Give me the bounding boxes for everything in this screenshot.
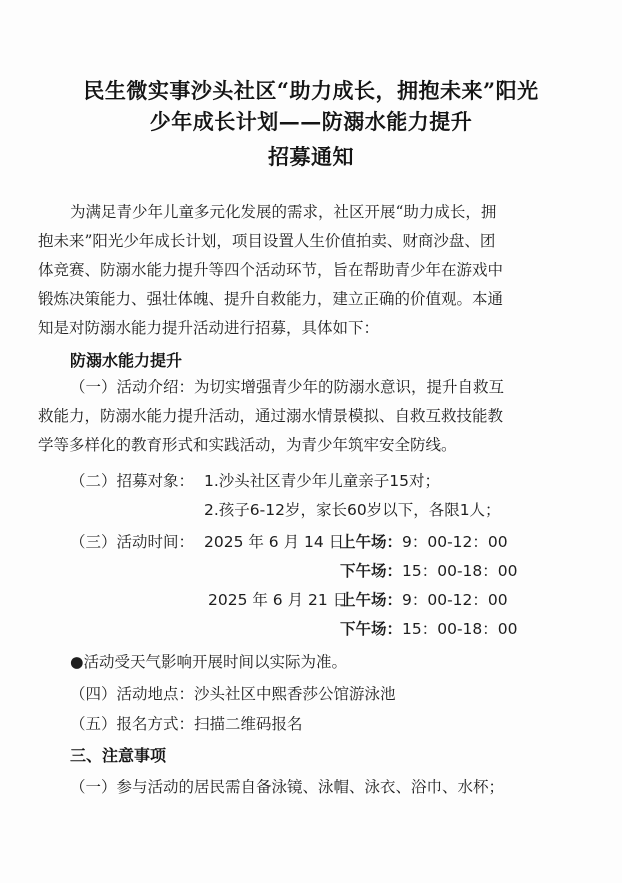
item3-pm-time-1: 15：00-18：00	[402, 562, 518, 580]
title-line-3: 招募通知	[268, 144, 354, 169]
item3-pm-time-2: 15：00-18：00	[402, 620, 518, 638]
notes-heading: 三、注意事项	[70, 746, 167, 765]
title-line-1: 民生微实事沙头社区“助力成长，拥抱未来”阳光	[83, 78, 539, 103]
item3-am-time-2: 9：00-12：00	[402, 591, 508, 609]
item3-pm-label-1: 下午场：	[340, 561, 403, 580]
item3-date-2: 2025 年 6 月 21 日	[208, 591, 349, 609]
intro-line-3: 体竞赛、防溺水能力提升等四个活动环节，旨在帮助青少年在游戏中	[38, 261, 504, 279]
title-line-2: 少年成长计划——防溺水能力提升	[149, 109, 473, 134]
item1-line-1: （一）活动介绍：为切实增强青少年的防溺水意识，提升自救互	[70, 378, 505, 396]
item3-date-1: 2025 年 6 月 14 日	[204, 533, 345, 551]
item3-label: （三）活动时间：	[70, 533, 195, 551]
section-heading: 防溺水能力提升	[70, 351, 183, 370]
item2-line-2: 2.孩子6-12岁，家长60岁以下，各限1人；	[204, 501, 501, 519]
intro-line-1: 为满足青少年儿童多元化发展的需求，社区开展“助力成长，拥	[70, 203, 497, 221]
item3-pm-label-2: 下午场：	[340, 619, 403, 638]
item4-location: （四）活动地点：沙头社区中熙香莎公馆游泳池	[70, 685, 396, 703]
intro-line-5: 知是对防溺水能力提升活动进行招募，具体如下：	[38, 319, 380, 337]
note1: （一）参与活动的居民需自备泳镜、泳帽、泳衣、浴巾、水杯；	[70, 778, 505, 796]
intro-line-4: 锻炼决策能力、强壮体魄、提升自救能力，建立正确的价值观。本通	[38, 290, 504, 308]
item2-line-1: 1.沙头社区青少年儿童亲子15对；	[204, 472, 441, 490]
item3-am-time-1: 9：00-12：00	[402, 533, 508, 551]
item3-am-label-1: 上午场：	[340, 532, 403, 551]
item2-label: （二）招募对象：	[70, 472, 195, 490]
item3-am-label-2: 上午场：	[340, 590, 403, 609]
item5-registration: （五）报名方式：扫描二维码报名	[70, 715, 303, 733]
item1-line-3: 学等多样化的教育形式和实践活动，为青少年筑牢安全防线。	[38, 436, 457, 454]
weather-note: ●活动受天气影响开展时间以实际为准。	[70, 653, 348, 671]
intro-line-2: 抱未来”阳光少年成长计划，项目设置人生价值拍卖、财商沙盘、团	[38, 232, 496, 250]
item1-line-2: 救能力，防溺水能力提升活动，通过溺水情景模拟、自救互救技能教	[38, 407, 504, 425]
